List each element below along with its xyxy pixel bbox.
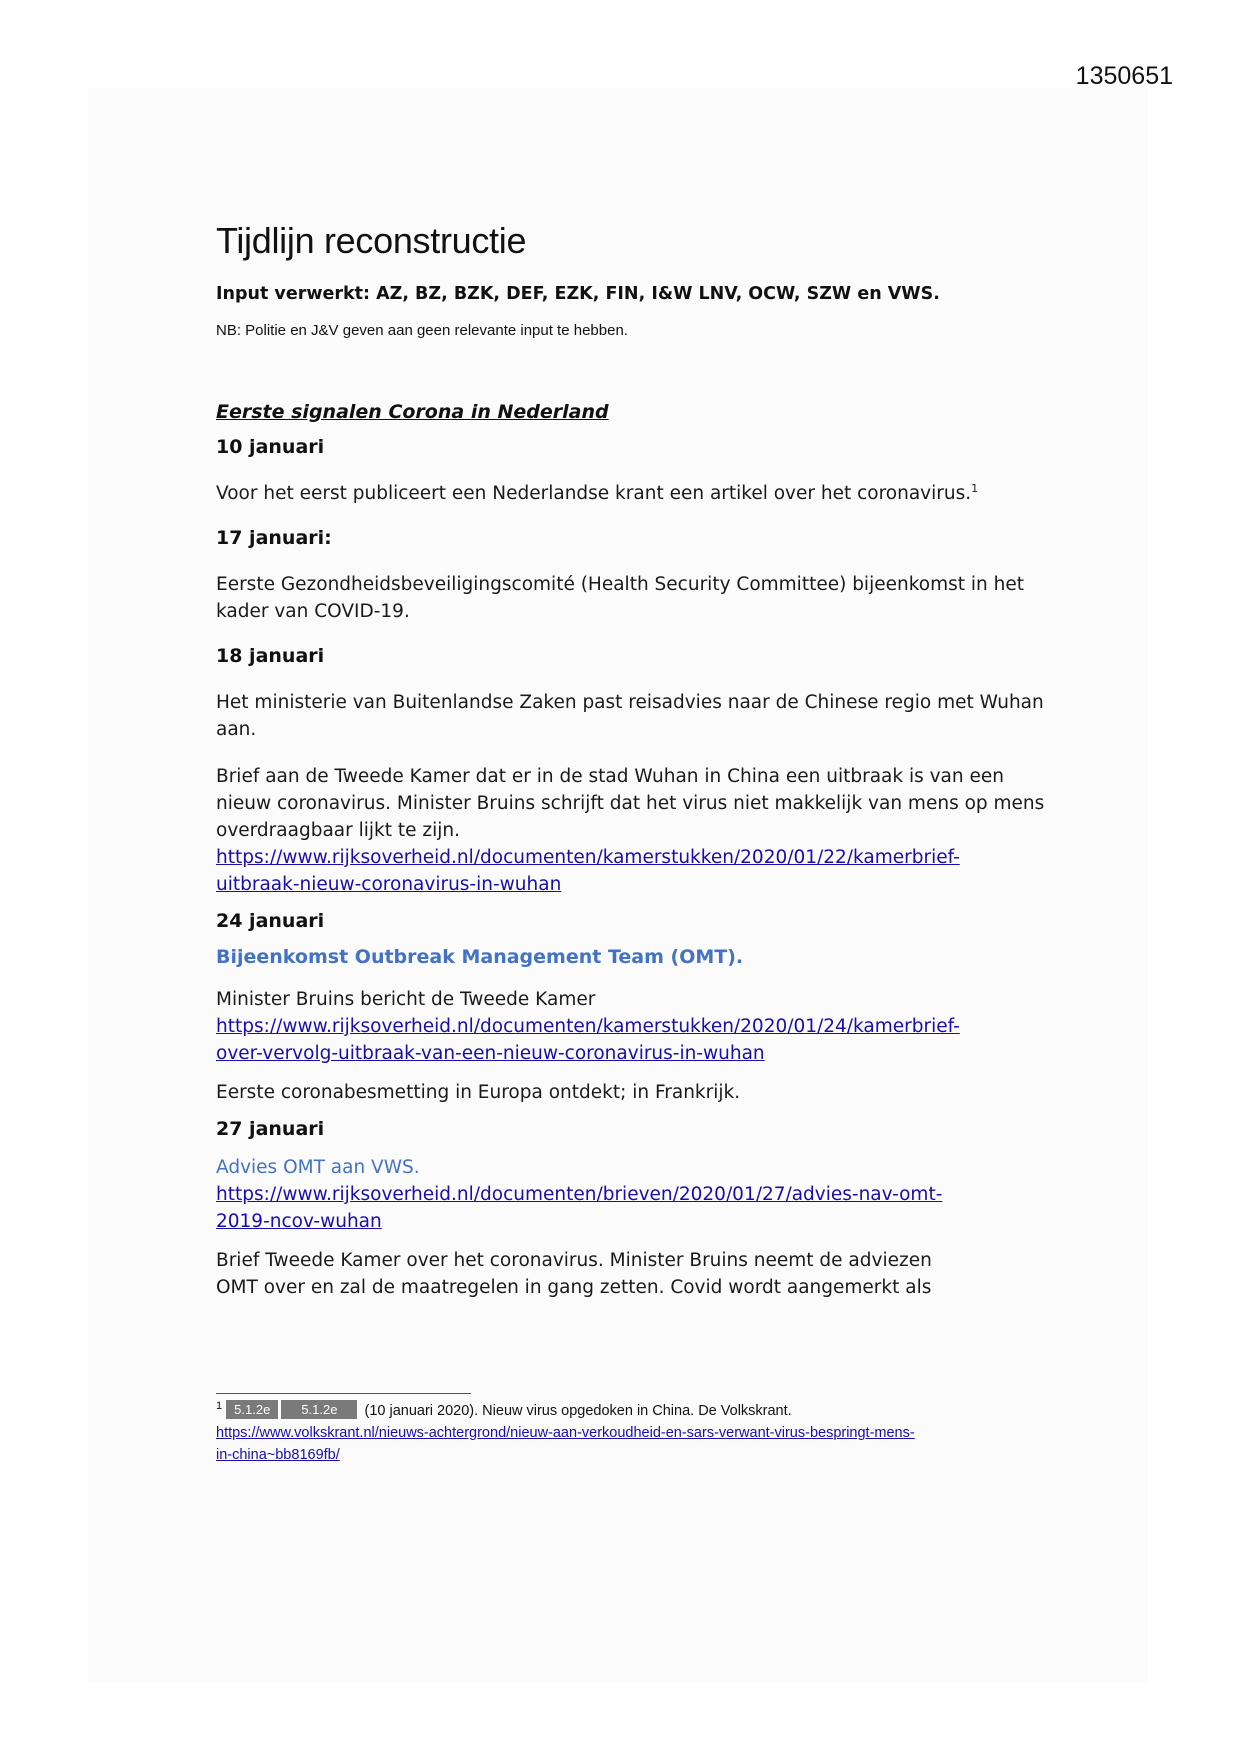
entry-jan27-advies xyxy=(216,1154,1046,1235)
entry-jan18-letter xyxy=(216,763,1046,898)
date-heading-jan27: 27 januari xyxy=(216,1118,325,1140)
entry-jan17-text: Eerste Gezondheidsbeveiligingscomité (Health Security Committee) bijeenkomst in het kader van COVID-19. xyxy=(216,574,1024,622)
entry-jan27-text2: OMT over en zal de maatregelen in gang zetten. Covid wordt aangemerkt als xyxy=(216,1277,932,1298)
redaction-box: 5.1.2e xyxy=(226,1400,278,1419)
kamerbrief-link-jan24[interactable] xyxy=(216,1013,1046,1067)
entry-jan24-text2: Eerste coronabesmetting in Europa ontdekt; in Frankrijk. xyxy=(216,1082,741,1103)
footnote-text: (10 januari 2020). Nieuw virus opgedoken in China. De Volkskrant. xyxy=(364,1403,792,1419)
section-heading: Eerste signalen Corona in Nederland xyxy=(216,401,609,423)
input-processed-line: Input verwerkt: AZ, BZ, BZK, DEF, EZK, FIN, I&W LNV, OCW, SZW en VWS. xyxy=(216,284,940,304)
footnote xyxy=(216,1400,1046,1466)
document-number: 1350651 xyxy=(1075,62,1173,90)
advies-link-jan27[interactable] xyxy=(216,1181,1046,1235)
link-line-2[interactable]: in-china~bb8169fb/ xyxy=(216,1447,340,1463)
entry-jan18-text1: Het ministerie van Buitenlandse Zaken past reisadvies naar de Chinese regio met Wuhan aan. xyxy=(216,692,1044,740)
nb-note: NB: Politie en J&V geven aan geen relevante input te hebben. xyxy=(216,322,628,339)
volkskrant-link[interactable] xyxy=(216,1422,1046,1466)
redaction-box: 5.1.2e xyxy=(281,1400,357,1419)
entry-jan10-text xyxy=(216,480,1046,507)
date-heading-jan18: 18 januari xyxy=(216,645,325,667)
link-line-2[interactable]: over-vervolg-uitbraak-van-een-nieuw-coronavirus-in-wuhan xyxy=(216,1043,765,1064)
document-body xyxy=(216,220,1046,1301)
link-line-2[interactable]: 2019-ncov-wuhan xyxy=(216,1211,382,1232)
link-line-1[interactable]: https://www.rijksoverheid.nl/documenten/brieven/2020/01/27/advies-nav-omt- xyxy=(216,1184,943,1205)
link-line-1[interactable]: https://www.rijksoverheid.nl/documenten/kamerstukken/2020/01/22/kamerbrief- xyxy=(216,847,960,868)
date-heading-jan10: 10 januari xyxy=(216,436,325,458)
link-line-1[interactable]: https://www.rijksoverheid.nl/documenten/kamerstukken/2020/01/24/kamerbrief- xyxy=(216,1016,960,1037)
entry-jan10-body: Voor het eerst publiceert een Nederlandse krant een artikel over het coronavirus. xyxy=(216,483,972,504)
entry-jan24-letter xyxy=(216,986,1046,1067)
footnote-ref[interactable]: 1 xyxy=(971,481,979,495)
omt-meeting-heading: Bijeenkomst Outbreak Management Team (OMT). xyxy=(216,946,744,968)
link-line-2[interactable]: uitbraak-nieuw-coronavirus-in-wuhan xyxy=(216,874,562,895)
kamerbrief-link-jan22[interactable] xyxy=(216,844,1046,898)
footnote-separator xyxy=(216,1393,471,1394)
document-title: Tijdlijn reconstructie xyxy=(216,220,527,261)
entry-jan18-text2: Brief aan de Tweede Kamer dat er in de stad Wuhan in China een uitbraak is van een nieuw coronavirus. Minister Bruins schrijft dat het virus niet makkelijk van mens op mens overdraagbaar lijkt te zijn. xyxy=(216,766,1045,841)
advies-omt-label: Advies OMT aan VWS. xyxy=(216,1157,420,1178)
entry-jan27-letter xyxy=(216,1247,1046,1301)
link-line-1[interactable]: https://www.volkskrant.nl/nieuws-achtergrond/nieuw-aan-verkoudheid-en-sars-verwant-virus-bespringt-mens- xyxy=(216,1425,915,1441)
date-heading-jan17: 17 januari: xyxy=(216,527,332,549)
date-heading-jan24: 24 januari xyxy=(216,910,325,932)
footnote-number: 1 xyxy=(216,1400,223,1413)
entry-jan27-text1: Brief Tweede Kamer over het coronavirus. Minister Bruins neemt de adviezen xyxy=(216,1250,932,1271)
entry-jan24-text1: Minister Bruins bericht de Tweede Kamer xyxy=(216,989,596,1010)
